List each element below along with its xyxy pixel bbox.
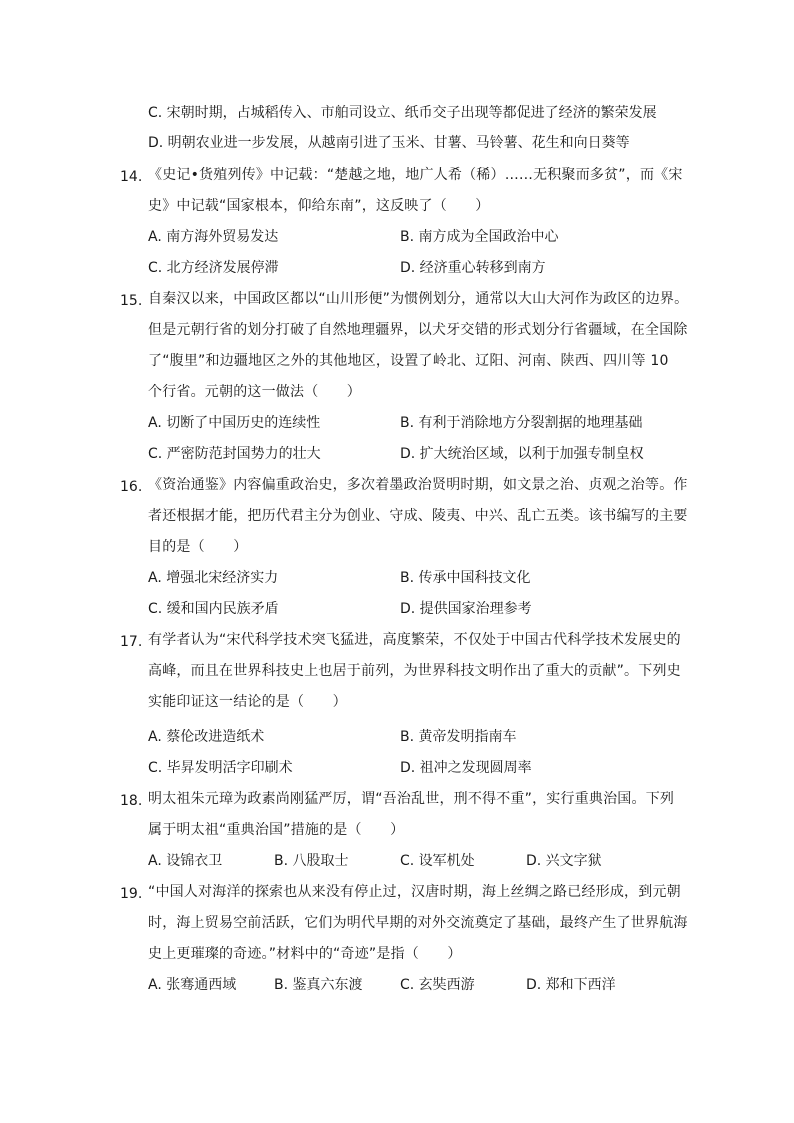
question-text-line: 但是元朝行省的划分打破了自然地理疆界，以犬牙交错的形式划分行省疆域，在全国除 bbox=[148, 322, 688, 338]
option-c[interactable]: C. 北方经济发展停滞 bbox=[148, 260, 279, 276]
question-text-line: 了“腹里”和边疆地区之外的其他地区，设置了岭北、辽阳、河南、陕西、四川等 10 bbox=[148, 353, 669, 369]
question-text-line: 实能印证这一结论的是（ ） bbox=[148, 694, 347, 710]
question-text-line: 个行省。元朝的这一做法（ ） bbox=[148, 384, 361, 400]
question-text-line: 目的是（ ） bbox=[148, 539, 248, 555]
option-d[interactable]: D. 祖冲之发现圆周率 bbox=[400, 760, 532, 776]
question-text-line: 有学者认为“宋代科学技术突飞猛进，高度繁荣，不仅处于中国古代科学技术发展史的 bbox=[148, 632, 681, 648]
question-number: 16. bbox=[120, 479, 143, 495]
question-text-line: 高峰，而且在世界科技史上也居于前列，为世界科技文明作出了重大的贡献”。下列史 bbox=[148, 663, 681, 679]
option-b[interactable]: B. 有利于消除地方分裂割据的地理基础 bbox=[400, 415, 643, 431]
option-c[interactable]: C. 设军机处 bbox=[400, 853, 475, 869]
question-number: 15. bbox=[120, 293, 143, 309]
option-b[interactable]: B. 鉴真六东渡 bbox=[274, 977, 363, 993]
question-text-line: 属于明太祖“重典治国”措施的是（ ） bbox=[148, 822, 405, 838]
option-d[interactable]: D. 扩大统治区域，以利于加强专制皇权 bbox=[400, 446, 644, 462]
question-text-line: 《资治通鉴》内容偏重政治史，多次着墨政治贤明时期，如文景之治、贞观之治等。作 bbox=[148, 477, 688, 493]
question-text-line: 明太祖朱元璋为政素尚刚猛严厉，谓“吾治乱世，刑不得不重”，实行重典治国。下列 bbox=[148, 791, 675, 807]
option-d[interactable]: D. 郑和下西洋 bbox=[526, 977, 616, 993]
option-c[interactable]: C. 玄奘西游 bbox=[400, 977, 475, 993]
question-text-line: “中国人对海洋的探索也从来没有停止过，汉唐时期，海上丝绸之路已经形成，到元朝 bbox=[148, 884, 681, 900]
option-c[interactable]: C. 缓和国内民族矛盾 bbox=[148, 601, 279, 617]
option-a[interactable]: A. 张骞通西域 bbox=[148, 977, 237, 993]
question-number: 17. bbox=[120, 634, 143, 650]
prev-option-c: C. 宋朝时期，占城稻传入、市舶司设立、纸币交子出现等都促进了经济的繁荣发展 bbox=[148, 105, 657, 121]
option-c[interactable]: C. 毕昇发明活字印刷术 bbox=[148, 760, 293, 776]
question-text-line: 者还根据才能，把历代君主分为创业、守成、陵夷、中兴、乱亡五类。该书编写的主要 bbox=[148, 508, 688, 524]
option-a[interactable]: A. 南方海外贸易发达 bbox=[148, 229, 279, 245]
option-d[interactable]: D. 提供国家治理参考 bbox=[400, 601, 532, 617]
question-number: 14. bbox=[120, 169, 143, 185]
question-text-line: 史》中记载“国家根本，仰给东南”，这反映了（ ） bbox=[148, 198, 490, 214]
option-b[interactable]: B. 八股取士 bbox=[274, 853, 349, 869]
option-a[interactable]: A. 增强北宋经济实力 bbox=[148, 570, 279, 586]
prev-option-d: D. 明朝农业进一步发展，从越南引进了玉米、甘薯、马铃薯、花生和向日葵等 bbox=[148, 135, 630, 151]
option-b[interactable]: B. 南方成为全国政治中心 bbox=[400, 229, 559, 245]
option-d[interactable]: D. 经济重心转移到南方 bbox=[400, 260, 546, 276]
question-number: 19. bbox=[120, 886, 143, 902]
question-text-line: 《史记•货殖列传》中记载：“楚越之地，地广人希（稀）……无积聚而多贫”，而《宋 bbox=[148, 167, 683, 183]
option-c[interactable]: C. 严密防范封国势力的壮大 bbox=[148, 446, 321, 462]
question-number: 18. bbox=[120, 793, 143, 809]
question-text-line: 时，海上贸易空前活跃，它们为明代早期的对外交流奠定了基础，最终产生了世界航海 bbox=[148, 915, 688, 931]
option-b[interactable]: B. 传承中国科技文化 bbox=[400, 570, 531, 586]
option-d[interactable]: D. 兴文字狱 bbox=[526, 853, 602, 869]
option-b[interactable]: B. 黄帝发明指南车 bbox=[400, 729, 517, 745]
option-a[interactable]: A. 切断了中国历史的连续性 bbox=[148, 415, 321, 431]
question-text-line: 史上更璀璨的奇迹。”材料中的“奇迹”是指（ ） bbox=[148, 946, 462, 962]
option-a[interactable]: A. 设锦衣卫 bbox=[148, 853, 223, 869]
option-a[interactable]: A. 蔡伦改进造纸术 bbox=[148, 729, 265, 745]
question-text-line: 自秦汉以来，中国政区都以“山川形便”为惯例划分，通常以大山大河作为政区的边界。 bbox=[148, 291, 689, 307]
